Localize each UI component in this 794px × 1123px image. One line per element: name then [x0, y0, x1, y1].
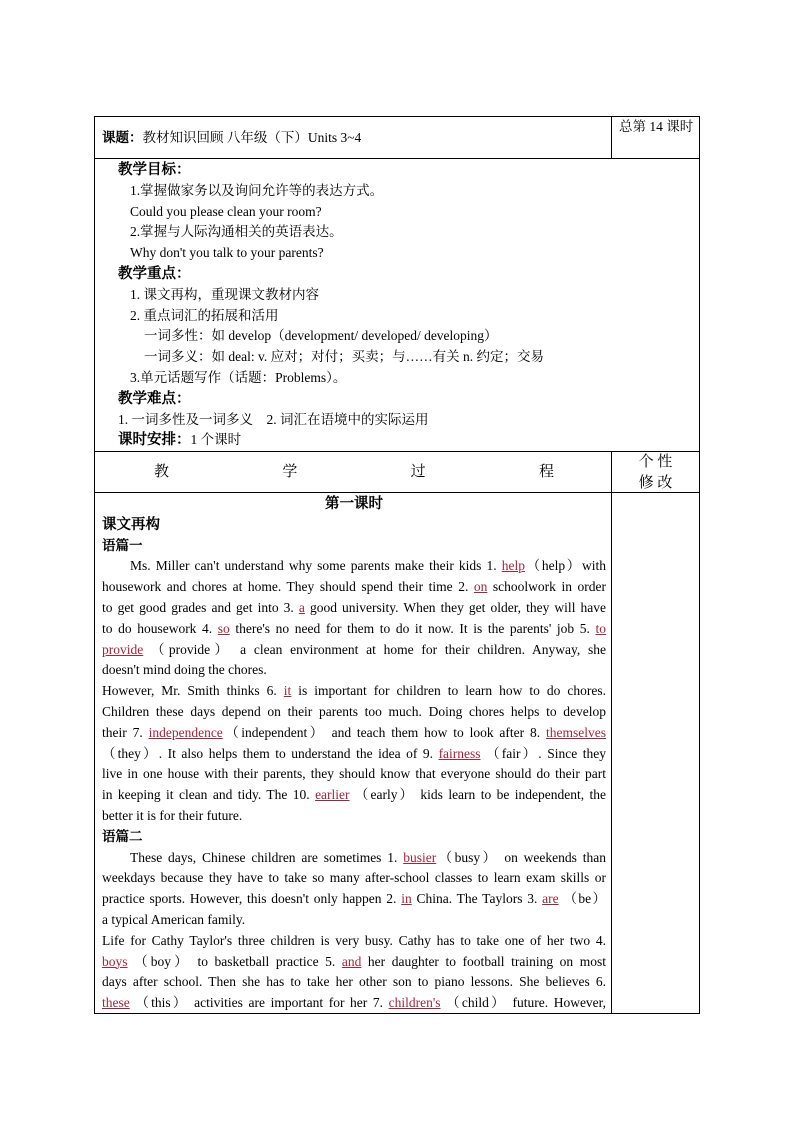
- passage-line: [102, 556, 606, 577]
- objective-item: Why don't you talk to your parents?: [130, 245, 324, 261]
- topic-cell: [102, 128, 361, 149]
- objectives-block: [118, 160, 544, 451]
- lesson-count: 总第 14 课时: [619, 119, 694, 134]
- key-point-item: 1. 课文再构，重现课文教材内容: [130, 286, 319, 302]
- lesson-plan-table: [94, 116, 700, 1014]
- passage-text: （busy） on weekends than: [436, 849, 606, 865]
- personal-header-line: 个 性: [638, 454, 673, 470]
- passage-text: However, Mr. Smith thinks 6.: [102, 683, 284, 699]
- passage-text: to do housework 4.: [102, 620, 218, 636]
- passage-text: her daughter to football training on most: [361, 953, 607, 969]
- passage-line: [102, 723, 606, 744]
- passage-line: [102, 848, 606, 869]
- passage-text: China. The Taylors 3.: [411, 891, 543, 907]
- passage-text: days after school. Then she has to take her other son to piano lessons. She believes 6.: [102, 974, 606, 990]
- rebuild-title: 课文再构: [102, 516, 160, 533]
- answer-blank: boys: [102, 953, 128, 969]
- passage-text: live in one house with their parents, they should know that everyone should do their part: [102, 766, 606, 782]
- answer-blank: themselves: [546, 724, 606, 740]
- passage-text: there's no need for them to do it now. It is the parents' job 5.: [229, 620, 596, 636]
- key-point-item: 3.单元话题写作（话题：Problems）。: [130, 369, 347, 385]
- key-point-item: 2. 重点词汇的拓展和活用: [130, 307, 279, 323]
- passage-line: [102, 640, 606, 661]
- passage-text: Life for Cathy Taylor's three children is very busy. Cathy has to take one of her two 4.: [102, 932, 606, 948]
- answer-blank: independence: [148, 724, 223, 740]
- passage-text: schoolwork in order: [487, 579, 606, 595]
- passage1-title: 语篇一: [102, 537, 143, 553]
- table-border-right: [699, 116, 700, 1014]
- key-point-item: 一词多义：如 deal: v. 应对；对付；买卖；与……有关 n. 约定；交易: [144, 349, 544, 365]
- difficulties-text: 1. 一词多性及一词多义 2. 词汇在语境中的实际运用: [118, 411, 429, 427]
- passage2-title: 语篇二: [102, 828, 143, 844]
- passage-line: [102, 681, 606, 702]
- answer-blank: to: [595, 620, 607, 636]
- passage-line: [102, 868, 606, 889]
- personal-header-line: 修 改: [638, 474, 673, 491]
- objective-item: 2.掌握与人际沟通相关的英语表达。: [130, 224, 343, 240]
- passage-text: （this） activities are important for her 7.: [129, 995, 389, 1011]
- personal-revision-header: [612, 452, 699, 494]
- passage-text: （boy） to basketball practice 5.: [127, 953, 342, 969]
- passage-line: [102, 993, 606, 1014]
- objective-item: Could you please clean your room?: [130, 203, 322, 219]
- answer-blank: it: [283, 683, 292, 699]
- objectives-title: 教学目标：: [118, 162, 191, 178]
- passage-text: is important for children to learn how to do chores.: [291, 683, 606, 699]
- answer-blank: provide: [102, 641, 144, 657]
- answer-blank: busier: [403, 849, 437, 865]
- row-divider: [94, 492, 700, 493]
- process-header-char: 教: [154, 464, 170, 480]
- answer-blank: so: [217, 620, 230, 636]
- difficulties-title: 教学难点：: [118, 390, 191, 407]
- passage-text: （be）: [558, 891, 606, 907]
- passage2-body: [102, 848, 606, 1014]
- passage-text: Ms. Miller can't understand why some parents make their kids 1.: [130, 558, 502, 574]
- passage-line: [102, 910, 606, 931]
- topic-text: 教材知识回顾 八年级（下）Units 3~4: [142, 130, 362, 145]
- passage-line: [102, 889, 606, 910]
- answer-blank: children's: [388, 995, 441, 1011]
- answer-blank: earlier: [315, 787, 350, 803]
- passage-text: （help）with: [524, 558, 607, 574]
- passage-text: These days, Chinese children are sometimes 1.: [130, 849, 404, 865]
- passage-line: [102, 764, 606, 785]
- main-content: [102, 494, 606, 1014]
- objective-item: 1.掌握做家务以及询问允许等的表达方式。: [130, 182, 384, 198]
- passage-text: practice sports. However, this doesn't only happen 2.: [102, 891, 402, 907]
- answer-blank: fairness: [438, 745, 481, 761]
- section-title: 第一课时: [325, 496, 383, 512]
- passage-text: Children these days depend on their parents too much. Doing chores helps to develop: [102, 703, 606, 719]
- passage-text: （early） kids learn to be independent, the: [349, 787, 606, 803]
- key-points-title: 教学重点：: [118, 265, 191, 282]
- passage-line: [102, 660, 606, 681]
- passage-line: [102, 598, 606, 619]
- passage-text: （fair）. Since they: [480, 745, 606, 761]
- passage-text: good university. When they get older, they will have: [304, 599, 606, 615]
- passage-text: better it is for their future.: [102, 807, 243, 823]
- passage-text: in keeping it clean and tidy. The 10.: [102, 787, 316, 803]
- passage-text: their 7.: [102, 724, 149, 740]
- key-points-list: [118, 285, 544, 389]
- passage-line: [102, 785, 606, 806]
- passage-text: housework and chores at home. They should spend their time 2.: [102, 579, 474, 595]
- col-divider: [611, 451, 612, 1014]
- passage-text: （provide） a clean environment at home for their children. Anyway, she: [143, 641, 606, 657]
- passage-line: [102, 972, 606, 993]
- schedule-text: 1 个课时: [190, 432, 242, 448]
- answer-blank: in: [401, 891, 412, 907]
- passage-line: [102, 577, 606, 598]
- process-header-char: 程: [538, 464, 554, 480]
- answer-blank: these: [102, 995, 130, 1011]
- answer-blank: a: [298, 599, 305, 615]
- process-header: [154, 462, 554, 483]
- process-header-char: 过: [410, 464, 426, 480]
- table-border-top: [94, 116, 700, 117]
- passage1-body: [102, 556, 606, 826]
- passage-line: [102, 702, 606, 723]
- passage-line: [102, 744, 606, 765]
- passage-text: a typical American family.: [102, 911, 246, 927]
- passage-text: （child） future. However,: [440, 995, 607, 1011]
- passage-line: [102, 952, 606, 973]
- passage-line: [102, 806, 606, 827]
- topic-label: 课题：: [102, 130, 143, 145]
- passage-line: [102, 619, 606, 640]
- answer-blank: and: [341, 953, 362, 969]
- passage-line: [102, 931, 606, 952]
- answer-blank: on: [473, 579, 488, 595]
- answer-blank: are: [542, 891, 559, 907]
- objectives-list: [118, 181, 544, 264]
- key-point-item: 一词多性：如 develop（development/ developed/ developing）: [144, 328, 498, 344]
- passage-text: weekdays because they have to take so many after-school classes to learn exam skills or: [102, 870, 606, 886]
- table-border-left: [94, 116, 95, 1014]
- schedule-title: 课时安排：: [118, 432, 191, 449]
- row-divider: [94, 158, 700, 159]
- passage-text: （they）. It also helps them to understand the idea of 9.: [102, 745, 439, 761]
- passage-text: （independent） and teach them how to look after 8.: [222, 724, 546, 740]
- passage-text: to get good grades and get into 3.: [102, 599, 299, 615]
- passage-text: doesn't mind doing the chores.: [102, 662, 267, 678]
- col-divider: [611, 116, 612, 159]
- answer-blank: help: [501, 558, 525, 574]
- process-header-char: 学: [282, 464, 298, 480]
